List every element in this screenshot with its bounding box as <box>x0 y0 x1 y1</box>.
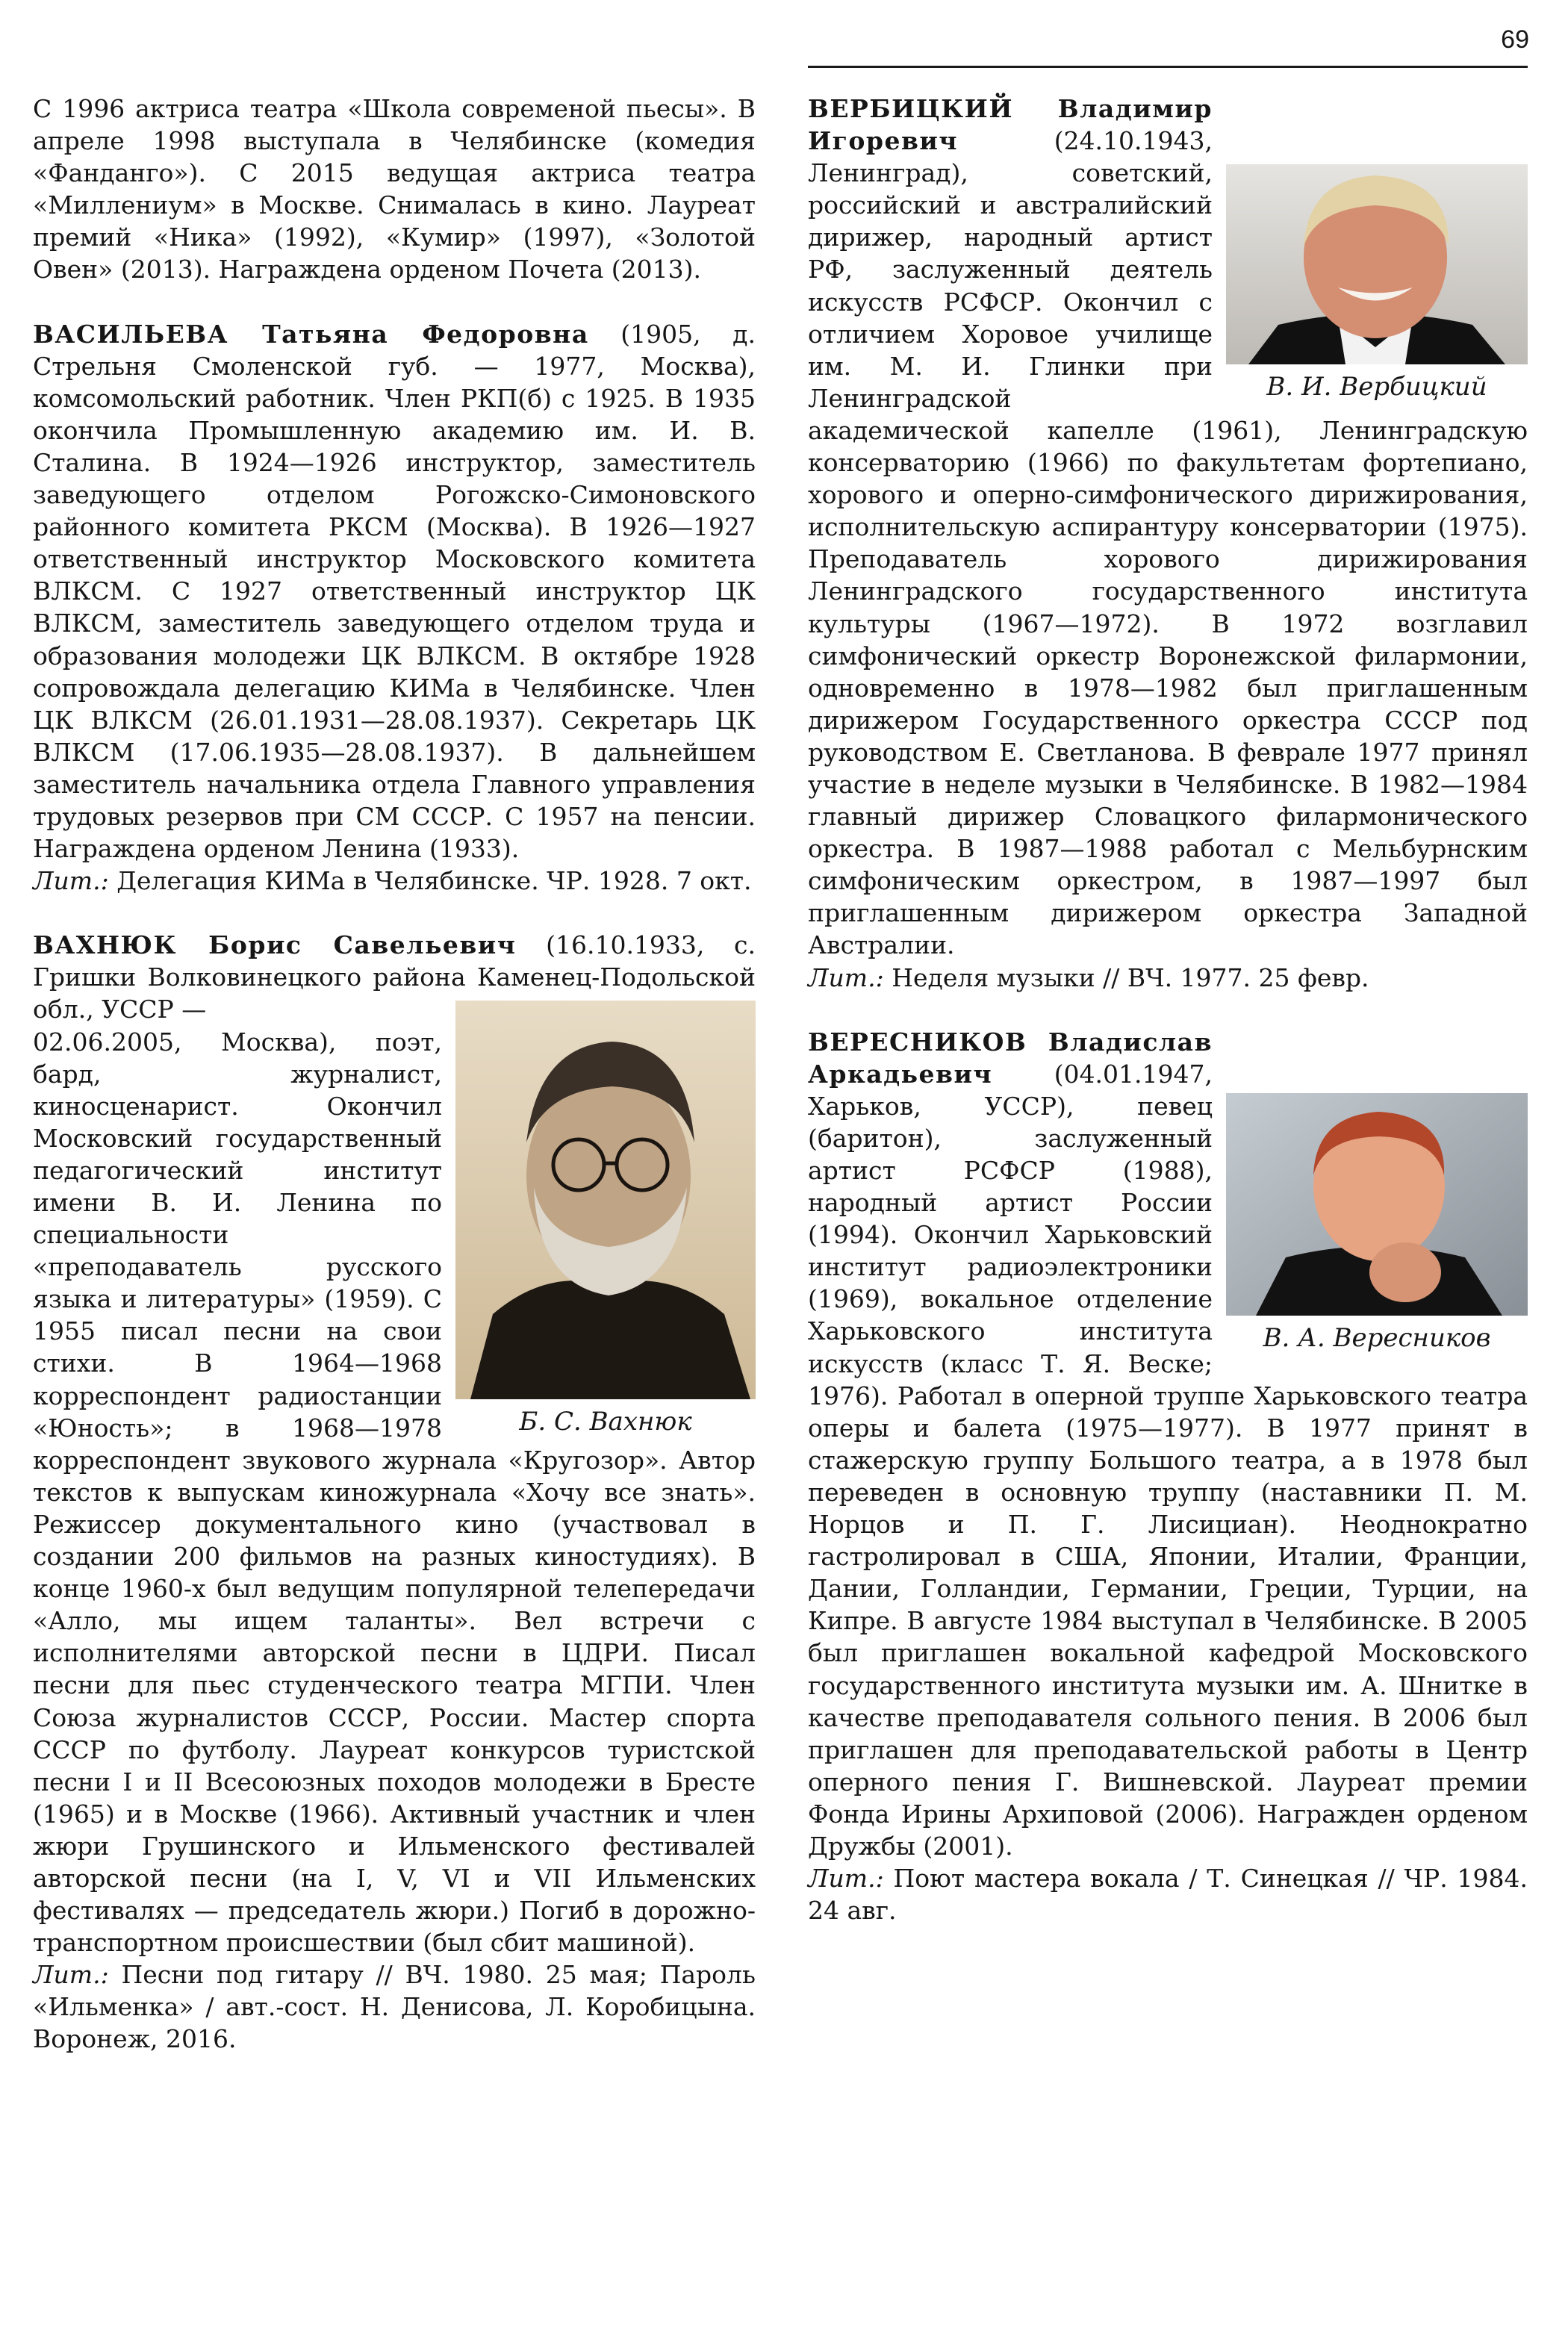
right-column <box>808 93 1528 1959</box>
intro-entry <box>33 93 756 286</box>
photo-caption: Б. С. Вахнюк <box>519 1407 692 1437</box>
entry-text: 02.06.2005, Москва), поэт, бард, журналист, киносценарист. Окончил Московский государственный педагогический институт имени В. И. Ленина по специальности «преподаватель русского языка и литературы» (1959). С 1955 писал песни на свои стихи. В 1964—1968 корреспондент радиостанции «Юность»; в 1968—1978 корреспондент звукового журнала «Кругозор». Автор текстов к выпускам киножурнала «Хочу все знать». Режиссер документального кино (участвовал в создании 200 фильмов на разных киностудиях). В конце 1960-х был ведущим популярной телепередачи «Алло, мы ищем таланты». Вел встречи с исполнителями авторской песни в ЦДРИ. Писал песни для пьес студенческого театра МГПИ. Член Союза журналистов СССР, России. Мастер спорта СССР по футболу. Лауреат конкурсов туристской песни I и II Всесоюзных походов молодежи в Бресте (1965) и в Москве (1966). Активный участник и член жюри Грушинского и Ильменского фестивалей авторской песни (на I, V, VI и VII Ильменских фестивалях — председатель жюри.) Погиб в дорожно-транспортном происшествии (был сбит машиной). <box>33 1027 756 1958</box>
page-number: 69 <box>1501 25 1529 54</box>
photo-veresnikov <box>1226 1093 1528 1316</box>
photo-caption: В. А. Вересников <box>1263 1322 1491 1353</box>
entry-text: (24.10.1943, Ленинград), советский, российский и австралийский дирижер, народный артист РФ, заслуженный деятель искусств РСФСР. Окончил с отличием Хоровое училище им. М. И. Глинки при Ленинградской академической капелле (1961), Ленинградскую консерваторию (1966) по факультетам фортепиано, хорового и оперно-симфонического дирижирования, исполнительскую аспирантуру консерватории (1975). Преподаватель хорового дирижирования Ленинградского государственного института культуры (1967—1972). В 1972 возглавил симфонический оркестр Воронежской филармонии, одновременно в 1978—1982 был приглашенным дирижером Государственного оркестра СССР под руководством Е. Светланова. В феврале 1977 принял участие в неделе музыки в Челябинске. В 1982—1984 главный дирижер Словацкого филармонического оркестра. В 1987—1988 работал с Мельбурнским симфоническим оркестром, в 1987—1997 был приглашенным дирижером оркестра Западной Австралии. <box>808 126 1528 960</box>
photo-vakhnyuk <box>455 1001 756 1399</box>
header-rule <box>808 66 1528 68</box>
intro-text: С 1996 актриса театра «Школа современой пьесы». В апреле 1998 выступала в Челябинске (комедия «Фанданго»). С 2015 ведущая актриса театра «Миллениум» в Москве. Снималась в кино. Лауреат премий «Ника» (1992), «Кумир» (1997), «Золотой Овен» (2013). Награждена орденом Почета (2013). <box>33 94 756 284</box>
lit-text: Неделя музыки // ВЧ. 1977. 25 февр. <box>892 962 1369 992</box>
photo-caption: В. И. Вербицкий <box>1266 372 1487 402</box>
entry-name: ВЕРБИЦКИЙ Владимир Игоревич <box>808 94 1213 156</box>
lit-text: Поют мастера вокала / Т. Синецкая // ЧР. 1984. 24 авг. <box>808 1864 1528 1926</box>
photo-verbitsky <box>1226 164 1528 364</box>
lit-label: Лит.: <box>33 866 109 896</box>
entry-text: (1905, д. Стрельня Смоленской губ. — 1977, Москва), комсомольский работник. Член РКП(б) с 1925. В 1935 окончила Промышленную академию им. И. В. Сталина. В 1924—1926 инструктор, заместитель заведующего отделом Рогожско-Симоновского районного комитета РКСМ (Москва). В 1926—1927 ответственный инструктор Московского комитета ВЛКСМ. С 1927 ответственный инструктор ЦК ВЛКСМ, заместитель заведующего отделом труда и образования молодежи ЦК ВЛКСМ. В октябре 1928 сопровождала делегацию КИМа в Челябинске. Член ЦК ВЛКСМ (26.01.1931—28.08.1937). Секретарь ЦК ВЛКСМ (17.06.1935—28.08.1937). В дальнейшем заместитель начальника отдела Главного управления трудовых резервов при СМ СССР. С 1957 на пенсии. Награждена орденом Ленина (1933). <box>33 319 756 864</box>
lit-label: Лит.: <box>808 962 884 992</box>
lit-label: Лит.: <box>33 1960 109 1990</box>
entry-name: ВЕРЕСНИКОВ Владислав Аркадьевич <box>808 1027 1213 1089</box>
photo-verbitsky-figure <box>1226 164 1528 403</box>
entry-vasilyeva <box>33 318 756 897</box>
lit-text: Делегация КИМа в Челябинске. ЧР. 1928. 7 окт. <box>116 866 752 896</box>
entry-name: ВАХНЮК Борис Савельевич <box>33 930 517 960</box>
photo-veresnikov-figure <box>1226 1093 1528 1354</box>
lit-label: Лит.: <box>808 1864 884 1894</box>
entry-verbitsky <box>808 93 1528 994</box>
entry-text: (04.01.1947, Харьков, УССР), певец (баритон), заслуженный артист РСФСР (1988), народный артист России (1994). Окончил Харьковский институт радиоэлектроники (1969), вокальное отделение Харьковского института искусств (класс Т. Я. Веске; 1976). Работал в оперной труппе Харьковского театра оперы и балета (1975—1977). В 1977 принят в стажерскую группу Большого театра, а в 1978 был переведен в основную труппу (наставники П. М. Норцов и П. Г. Лисициан). Неоднократно гастролировал в США, Японии, Италии, Франции, Дании, Голландии, Германии, Греции, Турции, на Кипре. В августе 1984 выступал в Челябинске. В 2005 был приглашен вокальной кафедрой Московского государственного института музыки им. А. Шнитке в качестве преподавателя сольного пения. В 2006 был приглашен для преподавательской работы в Центр оперного пения Г. Вишневской. Лауреат премии Фонда Ирины Архиповой (2006). Награжден орденом Дружбы (2001). <box>808 1059 1528 1861</box>
lit-text: Песни под гитару // ВЧ. 1980. 25 мая; Пароль «Ильменка» / авт.-сост. Н. Денисова, Л. Коробицына. Воронеж, 2016. <box>33 1960 756 2054</box>
entry-veresnikov <box>808 1026 1528 1927</box>
left-column <box>33 93 756 2088</box>
photo-vakhnyuk-figure <box>455 1001 756 1438</box>
entry-vakhnyuk <box>33 929 756 2055</box>
entry-text-intro: (16.10.1933, с. Гришки Волковинецкого района Каменец-Подольской обл., УССР — <box>33 930 756 1024</box>
entry-name: ВАСИЛЬЕВА Татьяна Федоровна <box>33 319 589 349</box>
